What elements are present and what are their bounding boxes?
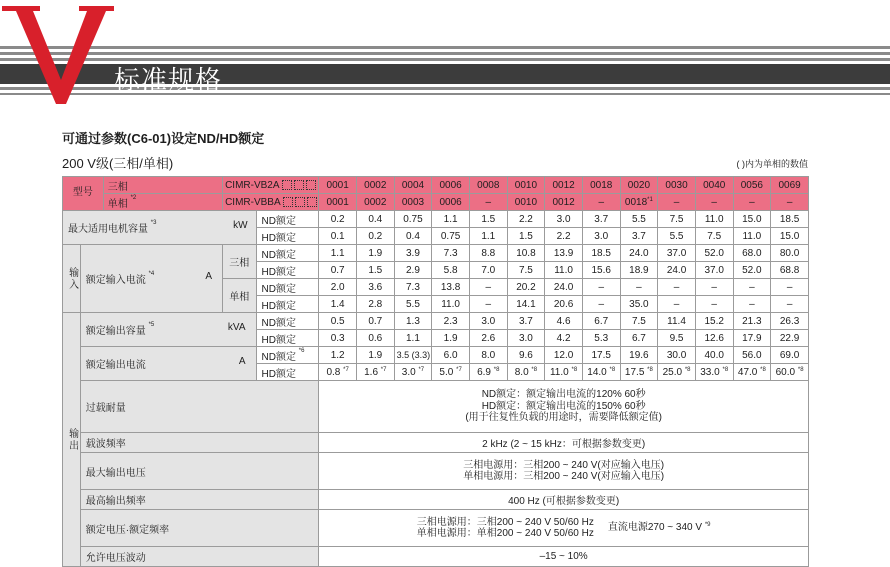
- value-cell: 37.0: [695, 262, 733, 279]
- value-cell: –: [620, 279, 658, 296]
- value-cell: –: [771, 279, 809, 296]
- placeholder-box-icon: [294, 180, 304, 190]
- footnote-ref: *3: [151, 220, 157, 226]
- model-number-text: 0010: [515, 197, 537, 208]
- value-cell: 2.0: [319, 279, 357, 296]
- carrier-label: 载波频率: [80, 433, 319, 453]
- max-voltage-value: [319, 453, 809, 490]
- nd-label: ND额定: [256, 245, 319, 262]
- single-phase-code: [223, 194, 319, 211]
- footnote-ref: *8: [798, 367, 804, 373]
- footnote-ref: *8: [610, 367, 616, 373]
- model-number: [432, 194, 470, 211]
- value-cell: 56.0: [733, 347, 771, 364]
- model-number: [507, 194, 545, 211]
- value-cell: 5.5: [394, 296, 432, 313]
- value-cell: 24.0: [620, 245, 658, 262]
- rated-voltage-freq-label: 额定电压·额定频率: [80, 510, 319, 547]
- hd-label: HD额定: [256, 364, 319, 381]
- value-cell: 2.2: [545, 228, 583, 245]
- hd-label: HD额定: [256, 296, 319, 313]
- value-cell: –: [658, 279, 696, 296]
- footnote-ref: *7: [381, 367, 387, 373]
- value-cell: 15.2: [695, 313, 733, 330]
- value-cell: 0.75: [394, 211, 432, 228]
- section-v-logo: [2, 0, 120, 106]
- carrier-row: [63, 433, 809, 453]
- value-cell: [582, 364, 620, 381]
- value-cell: 26.3: [771, 313, 809, 330]
- value-cell: 11.4: [658, 313, 696, 330]
- model-number: 0002: [356, 177, 394, 194]
- hd-label: HD额定: [256, 228, 319, 245]
- value-cell: –: [733, 296, 771, 313]
- value-cell: 15.6: [582, 262, 620, 279]
- value-cell: [733, 364, 771, 381]
- value-text: 33.0: [700, 367, 719, 378]
- max-frequency-value: 400 Hz (可根据参数变更): [319, 490, 809, 510]
- value-cell: 3.7: [620, 228, 658, 245]
- value-cell: 0.4: [394, 228, 432, 245]
- model-number: [771, 194, 809, 211]
- value-cell: 10.8: [507, 245, 545, 262]
- overload-label: 过载耐量: [80, 381, 319, 433]
- model-number-text: 0001: [327, 197, 349, 208]
- value-text: 14.0: [587, 367, 606, 378]
- value-text: 47.0: [738, 367, 757, 378]
- overload-line: HD额定：额定输出电流的150% 60秒: [319, 401, 808, 413]
- value-cell: 11.0: [733, 228, 771, 245]
- value-text: 25.0: [663, 367, 682, 378]
- value-cell: [469, 364, 507, 381]
- value-cell: 0.6: [356, 330, 394, 347]
- value-cell: 0.7: [356, 313, 394, 330]
- value-cell: 6.0: [432, 347, 470, 364]
- carrier-value: 2 kHz (2 ~ 15 kHz：可根据参数变更): [319, 433, 809, 453]
- model-number-text: –: [711, 197, 717, 208]
- placeholder-box-icon: [282, 180, 292, 190]
- model-number: [620, 194, 658, 211]
- value-cell: 7.5: [695, 228, 733, 245]
- nd-label: ND额定: [256, 313, 319, 330]
- value-cell: –: [582, 279, 620, 296]
- model-number: 0018: [582, 177, 620, 194]
- voltage-fluctuation-row: [63, 547, 809, 567]
- value-cell: 0.2: [356, 228, 394, 245]
- model-number: [545, 194, 583, 211]
- model-number: 0030: [658, 177, 696, 194]
- output-cap-nd: [63, 313, 809, 330]
- model-number-text: 0003: [402, 197, 424, 208]
- value-cell: 1.1: [394, 330, 432, 347]
- value-cell: 3.0: [582, 228, 620, 245]
- model-number: [319, 194, 357, 211]
- value-cell: –: [469, 279, 507, 296]
- rated-ac-block: [417, 517, 594, 540]
- value-cell: 19.6: [620, 347, 658, 364]
- model-number-text: –: [749, 197, 755, 208]
- value-cell: 7.5: [507, 262, 545, 279]
- value-cell: 0.75: [432, 228, 470, 245]
- footnote-ref: *6: [299, 348, 305, 354]
- value-cell: 11.0: [545, 262, 583, 279]
- value-cell: 1.9: [356, 245, 394, 262]
- output-capacity-label: [80, 313, 256, 347]
- output-current-unit: A: [239, 356, 254, 367]
- value-cell: 5.5: [620, 211, 658, 228]
- value-cell: 0.2: [319, 211, 357, 228]
- value-cell: 69.0: [771, 347, 809, 364]
- value-cell: 7.5: [620, 313, 658, 330]
- value-cell: 1.1: [319, 245, 357, 262]
- value-cell: –: [695, 296, 733, 313]
- subtitle-voltage-class: 200 V级(三相/单相): [62, 153, 173, 172]
- rated-value: [319, 510, 809, 547]
- model-number: [695, 194, 733, 211]
- value-text: 5.0: [439, 367, 453, 378]
- model-number: 0004: [394, 177, 432, 194]
- placeholder-box-icon: [306, 180, 316, 190]
- three-phase-code: [223, 177, 319, 194]
- value-cell: 0.7: [319, 262, 357, 279]
- nd-label: ND额定: [262, 352, 296, 363]
- model-number-text: 0018: [625, 197, 647, 208]
- value-cell: [545, 364, 583, 381]
- output-capacity-unit: kVA: [228, 322, 254, 333]
- output-current-label: [80, 347, 256, 381]
- model-number: [658, 194, 696, 211]
- value-cell: [394, 364, 432, 381]
- value-cell: 7.5: [658, 211, 696, 228]
- voltage-fluctuation-label: 允许电压波动: [80, 547, 319, 567]
- input-current-text: 额定输入电流: [86, 275, 146, 286]
- rated-line: 三相电源用：三相200 ~ 240 V 50/60 Hz: [417, 517, 594, 529]
- value-text: 0.8: [326, 367, 340, 378]
- value-cell: 21.3: [733, 313, 771, 330]
- motor-capacity-label: [63, 211, 257, 245]
- subtitle-nd-hd: 可通过参数(C6-01)设定ND/HD额定: [62, 128, 264, 147]
- spec-table-body: [63, 177, 809, 567]
- value-cell: 3.7: [582, 211, 620, 228]
- value-cell: 3.0: [507, 330, 545, 347]
- value-cell: 9.5: [658, 330, 696, 347]
- voltage-fluctuation-value: –15 ~ 10%: [319, 547, 809, 567]
- value-cell: –: [733, 279, 771, 296]
- value-cell: 13.8: [432, 279, 470, 296]
- model-number: 0020: [620, 177, 658, 194]
- input-current-unit: A: [205, 271, 220, 282]
- value-cell: 17.5: [582, 347, 620, 364]
- value-cell: 1.1: [469, 228, 507, 245]
- rated-row: [63, 510, 809, 547]
- value-cell: 1.2: [319, 347, 357, 364]
- value-cell: 1.4: [319, 296, 357, 313]
- value-cell: 37.0: [658, 245, 696, 262]
- value-cell: 80.0: [771, 245, 809, 262]
- value-cell: 8.8: [469, 245, 507, 262]
- model-number: [582, 194, 620, 211]
- model-number: [394, 194, 432, 211]
- footnote-ref: *8: [572, 367, 578, 373]
- value-cell: 5.5: [658, 228, 696, 245]
- footnote-ref: *1: [647, 197, 653, 203]
- rated-dc-text: 直流电源270 ~ 340 V: [608, 522, 702, 533]
- value-cell: 6.7: [620, 330, 658, 347]
- model-number: [356, 194, 394, 211]
- model-number-text: 0012: [552, 197, 574, 208]
- value-cell: 20.6: [545, 296, 583, 313]
- value-cell: 3.7: [507, 313, 545, 330]
- footnote-ref: *7: [456, 367, 462, 373]
- value-cell: 2.3: [432, 313, 470, 330]
- max-voltage-label: 最大输出电压: [80, 453, 319, 490]
- model-number-text: –: [674, 197, 680, 208]
- model-number: 0008: [469, 177, 507, 194]
- value-text: 6.9: [477, 367, 491, 378]
- overload-line: (用于往复性负载的用途时，需要降低额定值): [319, 412, 808, 424]
- single-phase-sub-label: 单相: [223, 279, 256, 313]
- value-cell: 18.5: [771, 211, 809, 228]
- value-cell: 0.1: [319, 228, 357, 245]
- value-cell: [620, 364, 658, 381]
- value-cell: 20.2: [507, 279, 545, 296]
- value-cell: 1.3: [394, 313, 432, 330]
- model-number: 0010: [507, 177, 545, 194]
- value-cell: [356, 364, 394, 381]
- value-cell: 7.3: [432, 245, 470, 262]
- value-cell: 68.0: [733, 245, 771, 262]
- max-frequency-label: 最高输出频率: [80, 490, 319, 510]
- value-cell: –: [658, 296, 696, 313]
- motor-unit: kW: [233, 220, 253, 231]
- value-cell: –: [469, 296, 507, 313]
- model-number-text: –: [598, 197, 604, 208]
- single-phase-label-cell: [103, 194, 222, 211]
- output-group-label: 输出: [63, 313, 81, 567]
- value-cell: 35.0: [620, 296, 658, 313]
- placeholder-box-icon: [283, 197, 293, 207]
- value-text: 8.0: [515, 367, 529, 378]
- value-cell: 18.5: [582, 245, 620, 262]
- value-cell: 2.9: [394, 262, 432, 279]
- value-text: 17.5: [625, 367, 644, 378]
- input-current-label: [80, 245, 222, 313]
- value-cell: 24.0: [658, 262, 696, 279]
- footnote-ref: *8: [722, 367, 728, 373]
- value-cell: 52.0: [733, 262, 771, 279]
- max-voltage-row: [63, 453, 809, 490]
- value-cell: 9.6: [507, 347, 545, 364]
- model-number: 0006: [432, 177, 470, 194]
- nd-label: ND额定: [256, 211, 319, 228]
- value-cell: 3.0: [545, 211, 583, 228]
- value-cell: –: [695, 279, 733, 296]
- value-cell: [771, 364, 809, 381]
- value-cell: 1.9: [356, 347, 394, 364]
- spec-table: [62, 176, 809, 567]
- value-cell: 1.9: [432, 330, 470, 347]
- nd-label: ND额定: [256, 279, 319, 296]
- max-frequency-row: [63, 490, 809, 510]
- input-row-3nd: [63, 245, 809, 262]
- overload-value: [319, 381, 809, 433]
- value-cell: 40.0: [695, 347, 733, 364]
- model-number: [733, 194, 771, 211]
- value-cell: 0.4: [356, 211, 394, 228]
- max-voltage-line: 单相电源用：三相200 ~ 240 V(对应输入电压): [319, 471, 808, 483]
- model-number: 0012: [545, 177, 583, 194]
- value-cell: 2.2: [507, 211, 545, 228]
- model-number: 0056: [733, 177, 771, 194]
- model-row-single: [63, 194, 809, 211]
- value-cell: [432, 364, 470, 381]
- value-cell: [695, 364, 733, 381]
- model-number: 0040: [695, 177, 733, 194]
- model-number: 0069: [771, 177, 809, 194]
- value-cell: 6.7: [582, 313, 620, 330]
- value-text: 11.0: [550, 367, 569, 378]
- value-cell: 0.3: [319, 330, 357, 347]
- value-cell: [658, 364, 696, 381]
- model-number: [469, 194, 507, 211]
- hd-label: HD额定: [256, 262, 319, 279]
- value-cell: 4.2: [545, 330, 583, 347]
- value-cell: 0.5: [319, 313, 357, 330]
- value-cell: –: [771, 296, 809, 313]
- footnote-ref: *7: [418, 367, 424, 373]
- footnote-ref: *8: [760, 367, 766, 373]
- hd-label: HD额定: [256, 330, 319, 347]
- model-number-text: 0006: [439, 197, 461, 208]
- value-cell: 4.6: [545, 313, 583, 330]
- value-cell: 5.8: [432, 262, 470, 279]
- placeholder-box-icon: [307, 197, 317, 207]
- value-cell: 3.5 (3.3): [394, 347, 432, 364]
- nd-label-cell: [256, 347, 319, 364]
- page-title: 标准规格: [114, 60, 222, 97]
- footnote-ref: *9: [705, 522, 711, 528]
- motor-label-text: 最大适用电机容量: [68, 224, 148, 235]
- footnote-ref: *4: [149, 271, 155, 277]
- input-group-label: 输入: [63, 245, 81, 313]
- value-cell: 11.0: [695, 211, 733, 228]
- footnote-ref: *8: [685, 367, 691, 373]
- model-row-three: [63, 177, 809, 194]
- value-cell: 22.9: [771, 330, 809, 347]
- value-cell: 11.0: [432, 296, 470, 313]
- output-current-text: 额定输出电流: [86, 360, 146, 371]
- overload-line: ND额定：额定输出电流的120% 60秒: [319, 389, 808, 401]
- single-code-text: CIMR-VBBA: [225, 197, 281, 208]
- value-cell: 13.9: [545, 245, 583, 262]
- value-text: 1.6: [364, 367, 378, 378]
- value-cell: 1.1: [432, 211, 470, 228]
- footnote-ref: *7: [343, 367, 349, 373]
- model-number-text: –: [787, 197, 793, 208]
- value-cell: 12.0: [545, 347, 583, 364]
- value-cell: 1.5: [469, 211, 507, 228]
- value-cell: 3.9: [394, 245, 432, 262]
- value-cell: 14.1: [507, 296, 545, 313]
- value-cell: 1.5: [507, 228, 545, 245]
- value-cell: 2.8: [356, 296, 394, 313]
- model-label: 型号: [63, 177, 104, 211]
- single-phase-label: 单相: [108, 199, 128, 210]
- three-code-text: CIMR-VB2A: [225, 180, 279, 191]
- footnote-ref: *8: [531, 367, 537, 373]
- value-cell: 68.8: [771, 262, 809, 279]
- footnote-ref: *8: [647, 367, 653, 373]
- header-stripe: [0, 52, 890, 55]
- output-cur-nd: [63, 347, 809, 364]
- value-cell: –: [582, 296, 620, 313]
- value-cell: 3.0: [469, 313, 507, 330]
- value-cell: [319, 364, 357, 381]
- value-cell: 7.0: [469, 262, 507, 279]
- model-number-text: 0002: [364, 197, 386, 208]
- footnote-ref: *2: [131, 195, 137, 201]
- value-cell: 15.0: [771, 228, 809, 245]
- value-cell: 24.0: [545, 279, 583, 296]
- value-cell: 12.6: [695, 330, 733, 347]
- footnote-ref: *5: [149, 322, 155, 328]
- value-cell: 1.5: [356, 262, 394, 279]
- value-cell: 17.9: [733, 330, 771, 347]
- value-cell: 5.3: [582, 330, 620, 347]
- model-number-text: –: [485, 197, 491, 208]
- three-phase-sub-label: 三相: [223, 245, 256, 279]
- value-text: 60.0: [776, 367, 795, 378]
- model-number: 0001: [319, 177, 357, 194]
- max-voltage-line: 三相电源用：三相200 ~ 240 V(对应输入电压): [319, 460, 808, 472]
- value-cell: [507, 364, 545, 381]
- motor-row-nd: [63, 211, 809, 228]
- value-cell: 2.6: [469, 330, 507, 347]
- rated-dc: [608, 522, 711, 534]
- output-capacity-text: 额定输出容量: [86, 326, 146, 337]
- value-cell: 52.0: [695, 245, 733, 262]
- overload-row: [63, 381, 809, 433]
- footnote-ref: *8: [494, 367, 500, 373]
- value-cell: 15.0: [733, 211, 771, 228]
- header-stripe-top: [0, 46, 890, 49]
- value-cell: 8.0: [469, 347, 507, 364]
- rated-line: 单相电源用：单相200 ~ 240 V 50/60 Hz: [417, 528, 594, 540]
- value-cell: 7.3: [394, 279, 432, 296]
- single-phase-note: ( )内为单相的数值: [737, 157, 809, 170]
- value-cell: 3.6: [356, 279, 394, 296]
- value-cell: 18.9: [620, 262, 658, 279]
- three-phase-label: 三相: [103, 177, 222, 194]
- value-text: 3.0: [402, 367, 416, 378]
- placeholder-box-icon: [295, 197, 305, 207]
- value-cell: 30.0: [658, 347, 696, 364]
